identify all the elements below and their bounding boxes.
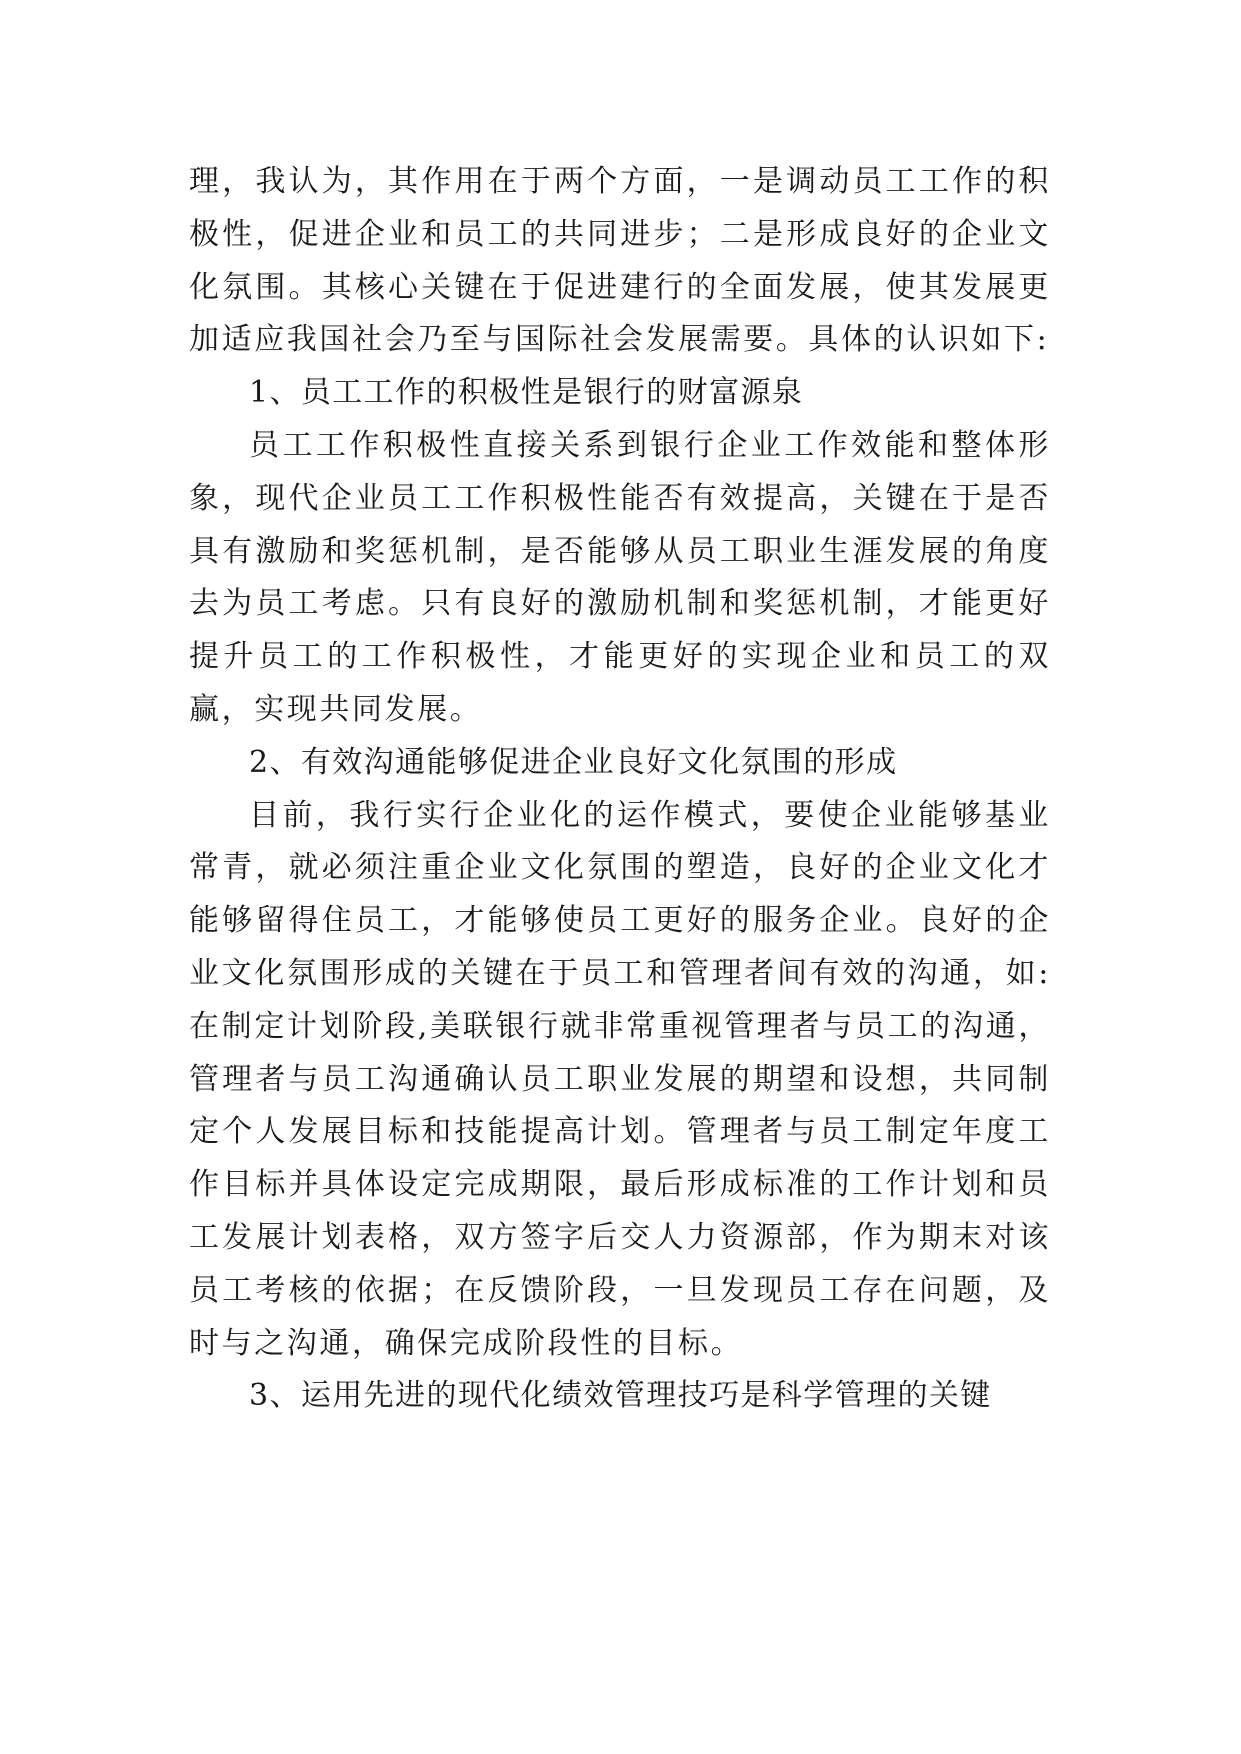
section-heading-2: 2、有效沟通能够促进企业良好文化氛围的形成 bbox=[249, 744, 898, 780]
section-heading-3: 3、运用先进的现代化绩效管理技巧是科学管理的关键 bbox=[249, 1378, 992, 1414]
section-heading-1: 1、员工工作的积极性是银行的财富源泉 bbox=[249, 375, 804, 411]
paragraph-continuation: 理，我认为，其作用在于两个方面，一是调动员工工作的积极性，促进企业和员工的共同进步；二是形成良好的企业文化氛围。其核心关键在于促进建行的全面发展，使其发展更加适应我国社会乃至与国际社会发展需要。具体的认识如下: bbox=[189, 164, 1051, 358]
paragraph-section-1: 员工工作积极性直接关系到银行企业工作效能和整体形象，现代企业员工工作积极性能否有效提高，关键在于是否具有激励和奖惩机制，是否能够从员工职业生涯发展的角度去为员工考虑。只有良好的激励机制和奖惩机制，才能更好提升员工的工作积极性，才能更好的实现企业和员工的双赢，实现共同发展。 bbox=[189, 427, 1051, 727]
paragraph-section-2: 目前，我行实行企业化的运作模式，要使企业能够基业常青，就必须注重企业文化氛围的塑造，良好的企业文化才能够留得住员工，才能够使员工更好的服务企业。良好的企业文化氛围形成的关键在于员工和管理者间有效的沟通，如:在制定计划阶段,美联银行就非常重视管理者与员工的沟通，管理者与员工沟通确认员工职业发展的期望和设想，共同制定个人发展目标和技能提高计划。管理者与员工制定年度工作目标并具体设定完成期限，最后形成标准的工作计划和员工发展计划表格，双方签字后交人力资源部，作为期末对该员工考核的依据；在反馈阶段，一旦发现员工存在问题，及时与之沟通，确保完成阶段性的目标。 bbox=[189, 797, 1051, 1361]
document-body bbox=[189, 156, 1051, 1423]
